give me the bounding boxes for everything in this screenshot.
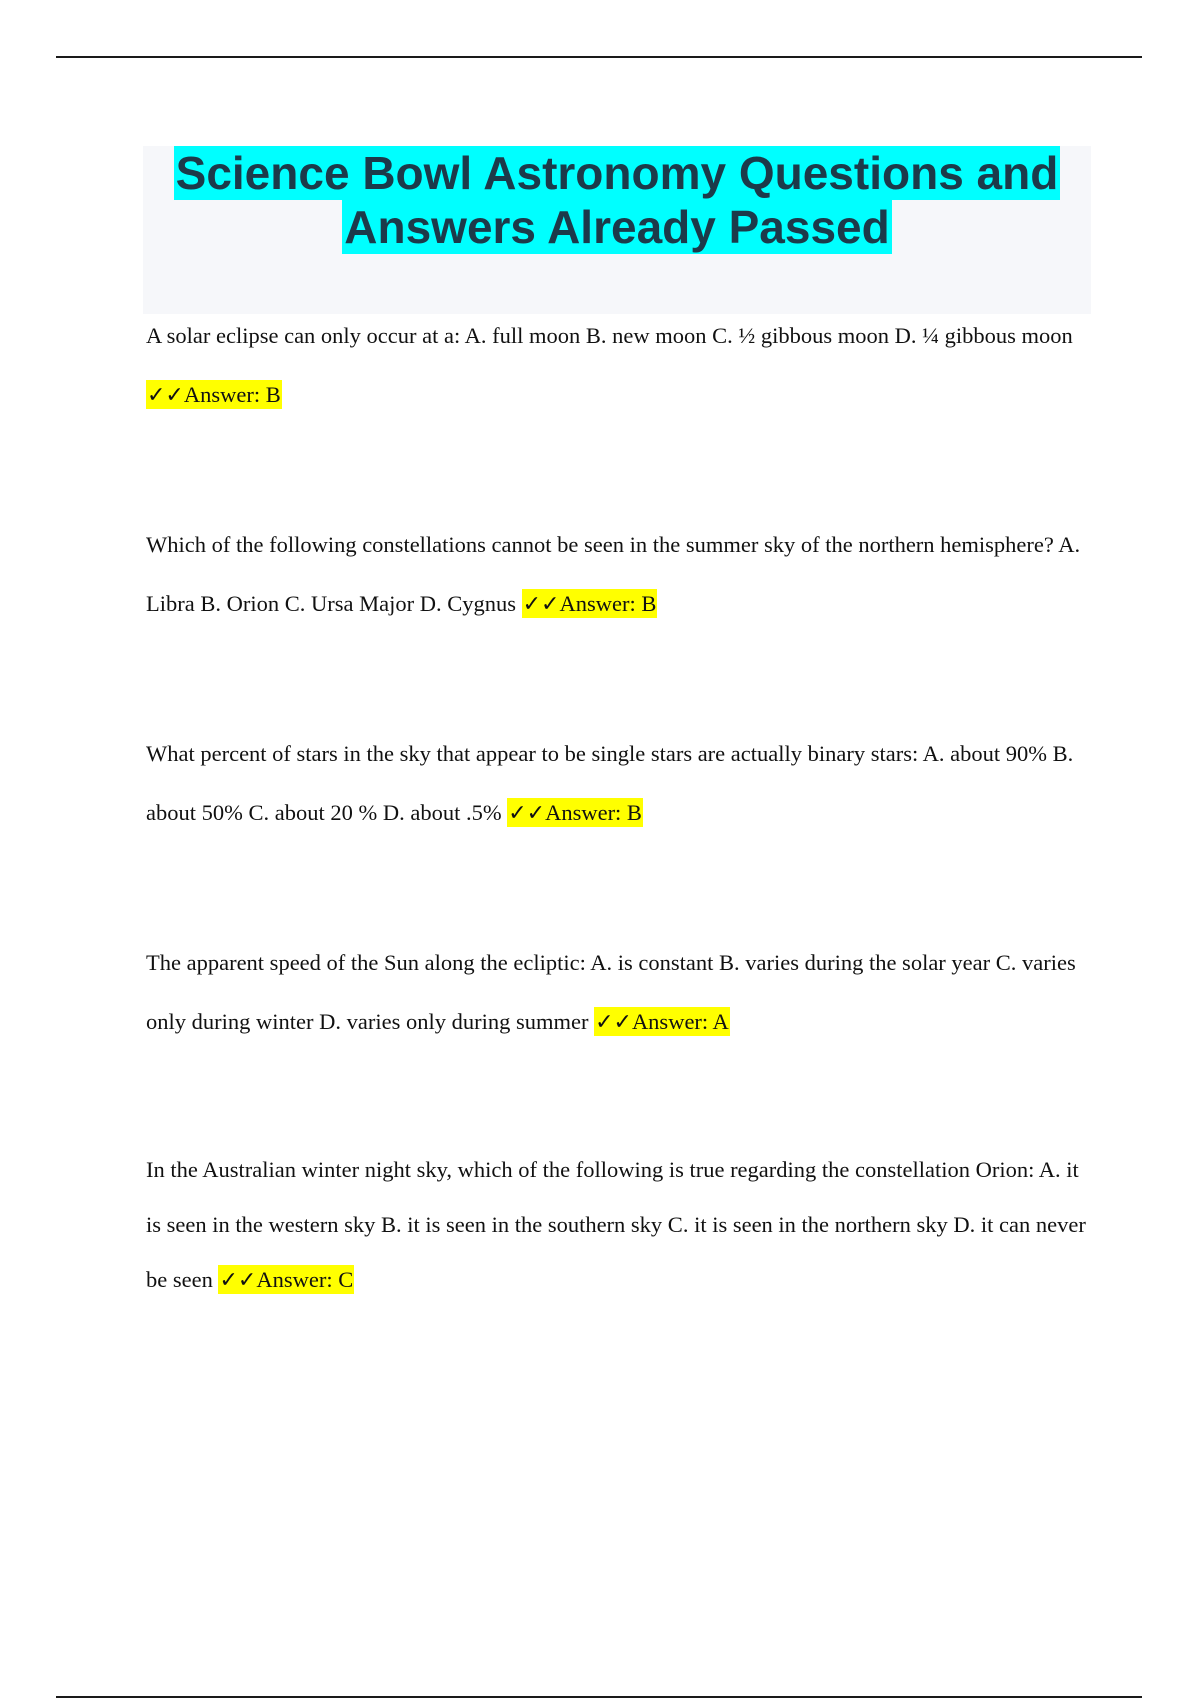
check-mark-icon: ✓✓ xyxy=(595,1010,632,1035)
check-mark-icon: ✓✓ xyxy=(522,592,560,617)
question-text: A solar eclipse can only occur at a: A. full moon B. new moon C. ½ gibbous moon D. ¼ gibbous moon xyxy=(146,323,1073,348)
answer-highlight xyxy=(146,380,282,409)
question-item xyxy=(146,1142,1091,1308)
question-item xyxy=(146,306,1091,425)
answer-text: Answer: A xyxy=(631,1009,729,1034)
answer-highlight xyxy=(507,798,643,827)
document-title-line-1: Science Bowl Astronomy Questions and xyxy=(175,147,1059,199)
question-item xyxy=(146,933,1091,1052)
question-text: Which of the following constellations cannot be seen in the summer sky of the northern hemisphere? A. Libra B. Orion C. Ursa Major D. Cygnus xyxy=(146,532,1081,616)
question-item xyxy=(146,515,1091,634)
answer-highlight xyxy=(218,1265,354,1294)
title-block xyxy=(143,146,1091,314)
bottom-rule xyxy=(56,1696,1142,1698)
answer-highlight xyxy=(522,589,658,618)
answer-text: Answer: B xyxy=(559,591,657,616)
question-text: The apparent speed of the Sun along the ecliptic: A. is constant B. varies during the solar year C. varies only during winter D. varies only during summer xyxy=(146,950,1076,1034)
answer-text: Answer: B xyxy=(545,800,642,825)
check-mark-icon: ✓✓ xyxy=(219,1268,257,1293)
question-text: In the Australian winter night sky, which of the following is true regarding the constellation Orion: A. it is seen in the western sky B. it is seen in the southern sky C. it is seen in the northern sky D. it can never be seen xyxy=(146,1157,1086,1292)
top-rule xyxy=(56,56,1142,58)
check-mark-icon: ✓✓ xyxy=(147,383,184,408)
answer-highlight xyxy=(594,1007,730,1036)
question-text: What percent of stars in the sky that appear to be single stars are actually binary stars: A. about 90% B. about 50% C. about 20 % D. about .5% xyxy=(146,741,1074,825)
answer-text: Answer: B xyxy=(183,382,281,407)
question-item xyxy=(146,724,1091,843)
questions-list xyxy=(146,306,1091,1308)
check-mark-icon: ✓✓ xyxy=(508,801,546,826)
answer-text: Answer: C xyxy=(256,1267,354,1292)
document-title-line-2: Answers Already Passed xyxy=(344,201,890,253)
